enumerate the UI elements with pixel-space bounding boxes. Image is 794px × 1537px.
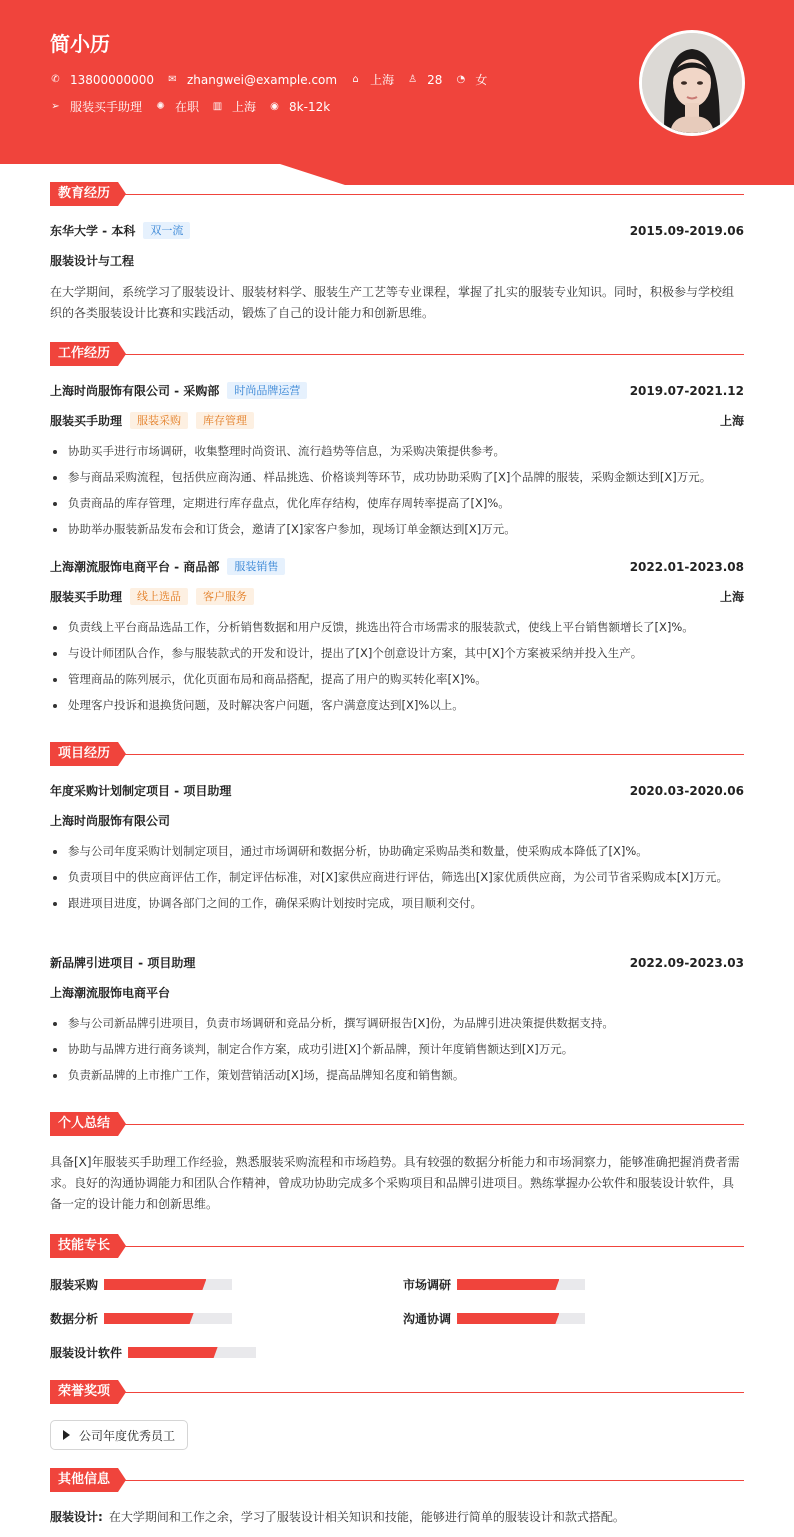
project-title: 年度采购计划制定项目 - 项目助理 [50, 784, 232, 798]
gender-item [455, 71, 487, 88]
other-label: 服装设计: [50, 1510, 103, 1524]
education-dates: 2015.09-2019.06 [629, 223, 744, 238]
project-title: 新品牌引进项目 - 项目助理 [50, 956, 196, 970]
skill-item [50, 1276, 232, 1293]
work-company: 上海时尚服饰有限公司 - 采购部 [50, 384, 220, 398]
work-2-role [50, 588, 744, 605]
email-text[interactable]: zhangwei@example.com [186, 72, 338, 87]
status-icon: ✺ [156, 101, 165, 112]
work-role: 服装买手助理 [50, 590, 123, 604]
skill-bar-fill [104, 1279, 206, 1290]
job-intent-row [50, 98, 343, 115]
home-icon: ⌂ [352, 74, 359, 85]
section-education [50, 182, 744, 206]
skill-name: 服装设计软件 [50, 1346, 123, 1360]
work-1-role [50, 412, 744, 429]
avatar [639, 30, 745, 136]
list-item: 管理商品的陈列展示，优化页面布局和商品搭配，提高了用户的购买转化率[X]%。 [50, 670, 744, 689]
project-2-bullets [50, 1014, 744, 1092]
mail-icon: ✉ [168, 74, 177, 85]
portrait-illustration [642, 33, 742, 133]
project-1-header [50, 782, 744, 799]
target-city-text: 上海 [232, 100, 257, 114]
section-work [50, 342, 744, 366]
other-info-row [50, 1508, 744, 1525]
section-title: 教育经历 [50, 182, 118, 206]
work-company: 上海潮流服饰电商平台 - 商品部 [50, 560, 220, 574]
project-1-bullets [50, 842, 744, 920]
skill-bar [104, 1313, 232, 1324]
section-title: 个人总结 [50, 1112, 118, 1136]
major-name: 服装设计与工程 [50, 254, 135, 268]
skill-bar-fill [128, 1347, 218, 1358]
target-city-item [212, 98, 256, 115]
list-item: 与设计师团队合作，参与服装款式的开发和设计，提出了[X]个创意设计方案，其中[X]个方案被采纳并投入生产。 [50, 644, 744, 663]
work-dates: 2019.07-2021.12 [629, 383, 744, 398]
section-divider [50, 1124, 744, 1125]
skill-bar [104, 1279, 232, 1290]
play-icon [63, 1430, 70, 1440]
section-summary [50, 1112, 744, 1136]
skill-item [403, 1310, 585, 1327]
work-1-header [50, 382, 744, 399]
section-honors [50, 1380, 744, 1404]
summary-text: 具备[X]年服装买手助理工作经验，熟悉服装采购流程和市场趋势。具有较强的数据分析能力和市场洞察力，能够准确把握消费者需求。良好的沟通协调能力和团队合作精神，曾成功协助完成多个采购项目和品牌引进项目。熟练掌握办公软件和服装设计软件，具备一定的设计能力和创新思维。 [50, 1155, 740, 1211]
skill-bar [128, 1347, 256, 1358]
project-org: 上海潮流服饰电商平台 [50, 986, 171, 1000]
work-tag: 客户服务 [196, 588, 254, 605]
education-major-row [50, 252, 744, 269]
section-divider [50, 1392, 744, 1393]
candidate-name: 简小历 [50, 32, 110, 56]
education-header [50, 222, 744, 239]
email-item[interactable] [167, 73, 337, 87]
section-divider [50, 754, 744, 755]
section-skills [50, 1234, 744, 1258]
section-title: 项目经历 [50, 742, 118, 766]
work-2-header [50, 558, 744, 575]
section-title: 荣誉奖项 [50, 1380, 118, 1404]
skill-item [50, 1344, 256, 1361]
section-other [50, 1468, 744, 1492]
section-title: 其他信息 [50, 1468, 118, 1492]
list-item: 协助买手进行市场调研，收集整理时尚资讯、流行趋势等信息，为采购决策提供参考。 [50, 442, 744, 461]
list-item: 协助举办服装新品发布会和订货会，邀请了[X]家客户参加，现场订单金额达到[X]万元。 [50, 520, 744, 539]
age-icon: ♙ [408, 74, 418, 85]
project-2-header [50, 954, 744, 971]
target-position-item [50, 98, 142, 115]
contact-row [50, 71, 500, 88]
award-item [50, 1420, 188, 1450]
project-org: 上海时尚服饰有限公司 [50, 814, 171, 828]
work-tag: 库存管理 [196, 412, 254, 429]
age-text: 28 [427, 72, 443, 87]
phone-text: 13800000000 [70, 72, 154, 87]
work-badge: 服装销售 [227, 558, 285, 575]
work-city: 上海 [719, 590, 744, 604]
section-divider [50, 1480, 744, 1481]
gender-icon: ◔ [456, 74, 466, 85]
skill-name: 市场调研 [403, 1278, 452, 1292]
work-1-bullets [50, 442, 744, 546]
send-icon: ➢ [51, 101, 60, 112]
project-dates: 2022.09-2023.03 [629, 955, 744, 970]
city-item [350, 71, 394, 88]
list-item: 负责线上平台商品选品工作，分析销售数据和用户反馈，挑选出符合市场需求的服装款式，使线上平台销售额增长了[X]%。 [50, 618, 744, 637]
project-1-org-row [50, 812, 744, 829]
section-projects [50, 742, 744, 766]
status-item [155, 98, 199, 115]
phone-item [50, 73, 154, 87]
award-name: 公司年度优秀员工 [79, 1428, 176, 1443]
gender-text: 女 [475, 73, 488, 87]
list-item: 参与公司新品牌引进项目，负责市场调研和竞品分析，撰写调研报告[X]份，为品牌引进决策提供数据支持。 [50, 1014, 744, 1033]
project-2-org-row [50, 984, 744, 1001]
list-item: 负责新品牌的上市推广工作，策划营销活动[X]场，提高品牌知名度和销售额。 [50, 1066, 744, 1085]
salary-icon: ◉ [270, 101, 279, 112]
list-item: 参与公司年度采购计划制定项目，通过市场调研和数据分析，协助确定采购品类和数量，使采购成本降低了[X]%。 [50, 842, 744, 861]
skill-bar [457, 1313, 585, 1324]
education-description: 在大学期间，系统学习了服装设计、服装材料学、服装生产工艺等专业课程，掌握了扎实的服装专业知识。同时，积极参与学校组织的各类服装设计比赛和实践活动，锻炼了自己的设计能力和创新思维。 [50, 285, 735, 320]
work-2-bullets [50, 618, 744, 722]
work-tag: 线上选品 [130, 588, 188, 605]
age-item [407, 73, 442, 87]
skill-bar [457, 1279, 585, 1290]
work-role: 服装买手助理 [50, 414, 123, 428]
section-divider [50, 194, 744, 195]
work-tag: 服装采购 [130, 412, 188, 429]
salary-item [269, 100, 330, 114]
skill-bar-fill [457, 1313, 559, 1324]
skill-name: 服装采购 [50, 1278, 99, 1292]
status-text: 在职 [175, 100, 200, 114]
skill-item [50, 1310, 232, 1327]
building-icon: ▥ [212, 101, 223, 112]
list-item: 负责项目中的供应商评估工作，制定评估标准，对[X]家供应商进行评估，筛选出[X]家优质供应商，为公司节省采购成本[X]万元。 [50, 868, 744, 887]
section-title: 工作经历 [50, 342, 118, 366]
phone-icon: ✆ [51, 74, 60, 85]
target-position-text: 服装买手助理 [70, 100, 143, 114]
skill-name: 数据分析 [50, 1312, 99, 1326]
list-item: 参与商品采购流程，包括供应商沟通、样品挑选、价格谈判等环节，成功协助采购了[X]个品牌的服装，采购金额达到[X]万元。 [50, 468, 744, 487]
work-city: 上海 [719, 414, 744, 428]
school-name: 东华大学 - 本科 [50, 224, 136, 238]
list-item: 负责商品的库存管理，定期进行库存盘点，优化库存结构，使库存周转率提高了[X]%。 [50, 494, 744, 513]
city-text: 上海 [370, 73, 395, 87]
section-divider [50, 1246, 744, 1247]
skill-name: 沟通协调 [403, 1312, 452, 1326]
skill-bar-fill [457, 1279, 559, 1290]
list-item: 处理客户投诉和退换货问题，及时解决客户问题，客户满意度达到[X]%以上。 [50, 696, 744, 715]
skill-item [403, 1276, 585, 1293]
salary-text: 8k-12k [289, 99, 331, 114]
work-badge: 时尚品牌运营 [227, 382, 307, 399]
other-text: 在大学期间和工作之余，学习了服装设计相关知识和技能，能够进行简单的服装设计和款式搭配。 [108, 1510, 625, 1524]
school-badge: 双一流 [143, 222, 190, 239]
project-dates: 2020.03-2020.06 [629, 783, 744, 798]
section-divider [50, 354, 744, 355]
work-dates: 2022.01-2023.08 [629, 559, 744, 574]
skill-bar-fill [104, 1313, 194, 1324]
list-item: 协助与品牌方进行商务谈判，制定合作方案，成功引进[X]个新品牌，预计年度销售额达到[X]万元。 [50, 1040, 744, 1059]
section-title: 技能专长 [50, 1234, 118, 1258]
avatar-photo [642, 33, 742, 133]
list-item: 跟进项目进度，协调各部门之间的工作，确保采购计划按时完成，项目顺利交付。 [50, 894, 744, 913]
